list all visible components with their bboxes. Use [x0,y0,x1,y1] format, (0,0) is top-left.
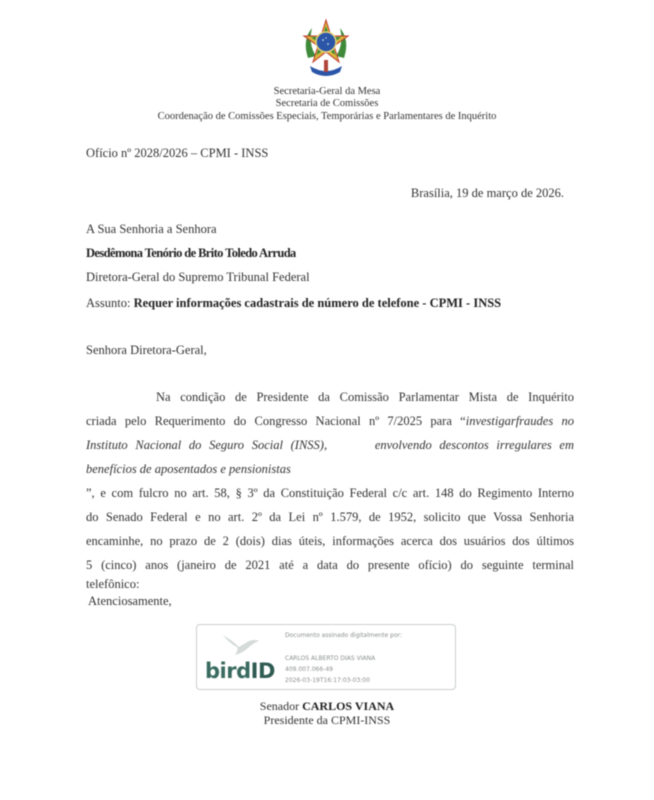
body-row: encaminhe, no prazo de 2 (dois) dias úteis, informações acerca dos usuários dos últimos [86,534,574,548]
signature-document-id: 409.007.066-49 [285,666,333,673]
signature-signer-name: CARLOS ALBERTO DIAS VIANA [285,655,376,662]
body-row: Instituto Nacional do Seguro Social (INSS), envolvendo descontos irregulares em [86,438,574,452]
signature-timestamp: 2026-03-19T16:17:03-03:00 [285,677,370,684]
recipient-salutation: A Sua Senhoria a Senhora [86,222,217,236]
signer-name: CARLOS VIANA [302,699,395,713]
body-row: benefícios de aposentados e pensionistas [86,462,291,476]
header-line-1: Secretaria-Geral da Mesa [273,86,381,97]
body-row: Na condição de Presidente da Comissão Parlamentar Mista de Inquérito [156,390,574,404]
brazil-coat-of-arms-icon [298,18,354,84]
header-line-2: Secretaria de Comissões [275,98,379,109]
body-row: telefônico: [86,577,140,591]
recipient-role: Diretora-Geral do Supremo Tribunal Federal [86,270,310,284]
birdid-logo: birdID [205,659,275,683]
subject-line [86,296,501,311]
signer-line [0,699,654,713]
signature-caption: Documento assinado digitalmente por: [285,632,402,639]
closing: Atenciosamente, [88,594,172,608]
body-row: do Senado Federal e no art. 2º da Lei nº 1.579, de 1952, solicito que Vossa Senhoria [86,510,574,524]
subject-text: Requer informações cadastrais de número de telefone - CPMI - INSS [133,296,502,310]
signer-position: Presidente da CPMI-INSS [263,713,391,727]
recipient-name: Desdêmona Tenório de Brito Toledo Arruda [86,246,296,260]
signer-title: Senador [259,699,300,713]
digital-signature-box [196,624,456,690]
body-text [86,385,574,591]
body-row: 5 (cinco) anos (janeiro de 2021 até a data do presente ofício) do seguinte terminal [86,558,574,572]
body-row: criada pelo Requerimento do Congresso Nacional nº 7/2025 para “investigarfraudes no [86,414,574,428]
bird-icon [219,631,261,659]
subject-label: Assunto: [86,296,131,310]
document-reference: Ofício nº 2028/2026 – CPMI - INSS [86,146,269,160]
greeting: Senhora Diretora-Geral, [86,343,207,357]
body-row: ”, e com fulcro no art. 58, § 3º da Constituição Federal c/c art. 148 do Regimento Interno [86,486,574,500]
document-date: Brasília, 19 de março de 2026. [410,186,564,200]
header-line-3: Coordenação de Comissões Especiais, Temporárias e Parlamentares de Inquérito [157,111,497,122]
